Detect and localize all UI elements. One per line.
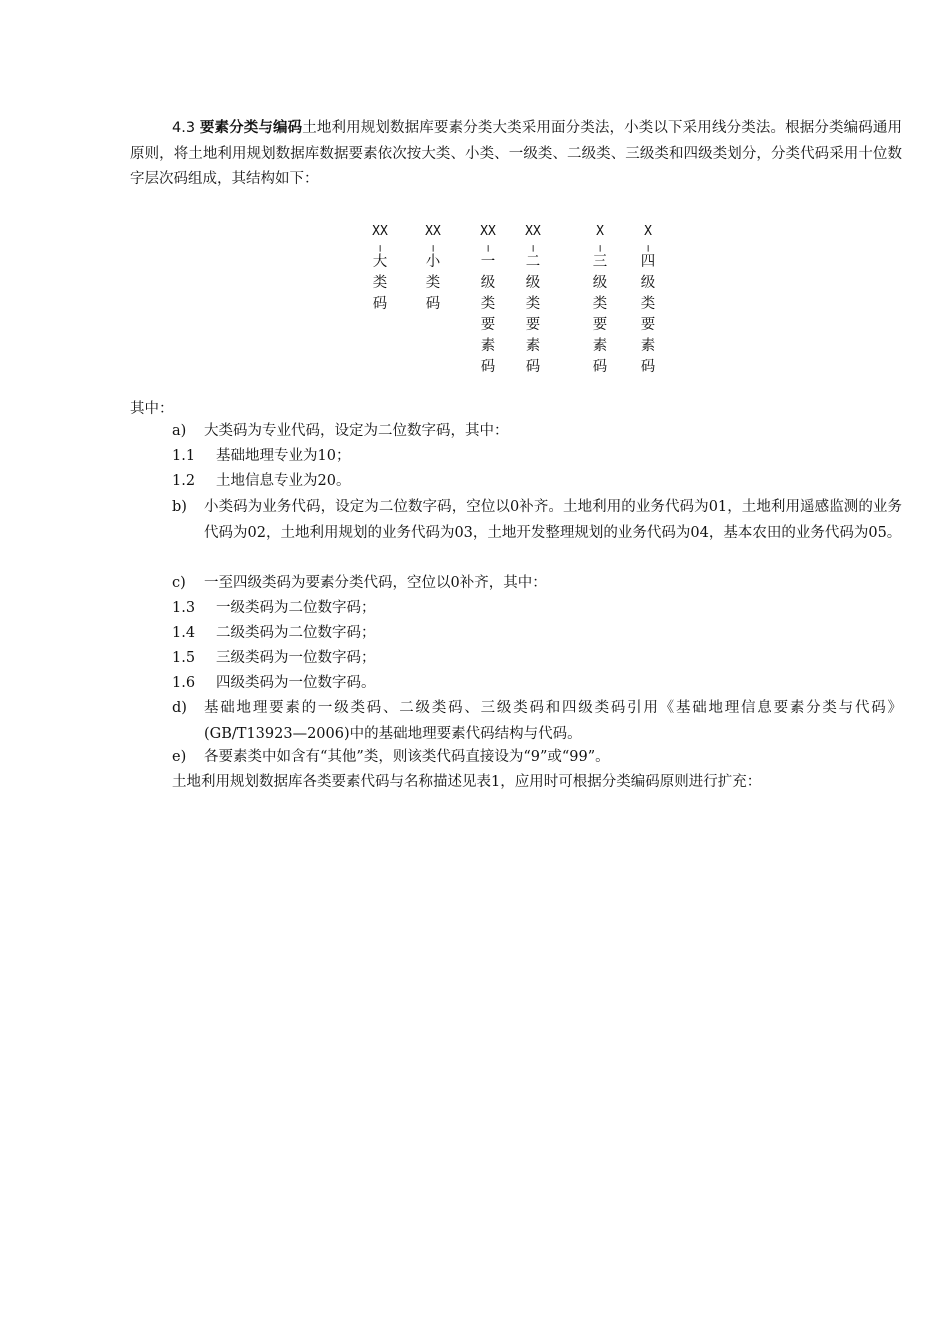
- list-marker: c): [172, 575, 186, 591]
- item-text: 土地信息专业为20。: [216, 473, 351, 489]
- diagram-column-major: [368, 224, 392, 315]
- diagram-label-char: 四: [640, 254, 656, 270]
- list-item-e: [172, 745, 902, 771]
- item-number: 1.1: [172, 448, 196, 464]
- diagram-connector: ╷: [644, 239, 652, 252]
- diagram-label-char: 类: [592, 296, 608, 312]
- diagram-label-char: 一: [480, 254, 496, 270]
- diagram-label-char: 类: [525, 296, 541, 312]
- numbered-item-1-2: [172, 469, 350, 495]
- diagram-column-level1: [476, 224, 500, 378]
- numbered-item-1-5: [172, 646, 376, 672]
- list-item-b: [172, 495, 902, 546]
- closing-paragraph: 土地利用规划数据库各类要素代码与名称描述见表1，应用时可根据分类编码原则进行扩充：: [172, 774, 762, 790]
- diagram-label-char: 码: [525, 359, 541, 375]
- section-number: 4.3: [172, 120, 196, 136]
- diagram-connector: ╷: [596, 239, 604, 252]
- diagram-code: XX: [425, 224, 441, 239]
- list-item-a: [172, 419, 902, 445]
- diagram-column-level4: [636, 224, 660, 378]
- item-number: 1.4: [172, 625, 196, 641]
- diagram-label-char: 级: [592, 275, 608, 291]
- diagram-label-char: 类: [640, 296, 656, 312]
- list-item-text: 小类码为业务代码，设定为二位数字码，空位以0补齐。土地利用的业务代码为01，土地利用遥感监测的业务代码为02，土地利用规划的业务代码为03，土地开发整理规划的业务代码为04，基本农田的业务代码为05。: [204, 499, 902, 541]
- diagram-label-char: 码: [425, 296, 441, 312]
- list-item-text: 一至四级类码为要素分类代码，空位以0补齐，其中：: [204, 575, 547, 591]
- code-structure-diagram: [0, 0, 950, 400]
- item-text: 一级类码为二位数字码；: [216, 600, 376, 616]
- diagram-label-char: 码: [592, 359, 608, 375]
- diagram-code: X: [596, 224, 604, 239]
- item-text: 基础地理专业为10；: [216, 448, 351, 464]
- diagram-label-char: 素: [592, 338, 608, 354]
- diagram-connector: ╷: [429, 239, 437, 252]
- diagram-label-char: 码: [480, 359, 496, 375]
- list-marker: d): [172, 700, 187, 716]
- item-number: 1.5: [172, 650, 196, 666]
- diagram-label-char: 二: [525, 254, 541, 270]
- diagram-code: XX: [372, 224, 388, 239]
- diagram-label-char: 三: [592, 254, 608, 270]
- diagram-code: X: [644, 224, 652, 239]
- diagram-label-char: 要: [592, 317, 608, 333]
- diagram-label-char: 码: [372, 296, 388, 312]
- diagram-label-char: 级: [480, 275, 496, 291]
- list-item-text: 基础地理要素的一级类码、二级类码、三级类码和四级类码引用《基础地理信息要素分类与代码》(GB/T13923—2006)中的基础地理要素代码结构与代码。: [204, 700, 902, 742]
- list-item-c: [172, 571, 902, 597]
- diagram-label-char: 素: [640, 338, 656, 354]
- diagram-connector: ╷: [484, 239, 492, 252]
- section-title: 要素分类与编码: [199, 120, 303, 136]
- numbered-item-1-3: [172, 596, 376, 622]
- diagram-column-level3: [588, 224, 612, 378]
- diagram-connector: ╷: [529, 239, 537, 252]
- list-item-text: 各要素类中如含有“其他”类，则该类代码直接设为“9”或“99”。: [204, 749, 610, 765]
- section-body: 土地利用规划数据库要素分类大类采用面分类法，小类以下采用线分类法。根据分类编码通用原则，将土地利用规划数据库数据要素依次按大类、小类、一级类、二级类、三级类和四级类划分，分类代码采用十位数字层次码组成，其结构如下：: [130, 120, 903, 187]
- diagram-label-char: 大: [372, 254, 388, 270]
- diagram-label-char: 级: [525, 275, 541, 291]
- item-text: 三级类码为一位数字码；: [216, 650, 376, 666]
- diagram-label-char: 素: [480, 338, 496, 354]
- diagram-label-char: 类: [480, 296, 496, 312]
- item-text: 二级类码为二位数字码；: [216, 625, 376, 641]
- diagram-label-char: 要: [525, 317, 541, 333]
- item-number: 1.2: [172, 473, 196, 489]
- diagram-label-char: 级: [640, 275, 656, 291]
- item-number: 1.3: [172, 600, 196, 616]
- list-marker: e): [172, 749, 187, 765]
- list-item-text: 大类码为专业代码，设定为二位数字码，其中：: [204, 423, 509, 439]
- numbered-item-1-1: [172, 444, 350, 470]
- diagram-label-char: 要: [640, 317, 656, 333]
- diagram-label-char: 码: [640, 359, 656, 375]
- list-marker: b): [172, 499, 187, 515]
- diagram-column-minor: [421, 224, 445, 315]
- where-label: 其中：: [130, 401, 174, 417]
- diagram-label-char: 素: [525, 338, 541, 354]
- numbered-item-1-6: [172, 671, 376, 697]
- diagram-label-char: 小: [425, 254, 441, 270]
- diagram-label-char: 要: [480, 317, 496, 333]
- item-number: 1.6: [172, 675, 196, 691]
- item-text: 四级类码为一位数字码。: [216, 675, 376, 691]
- numbered-item-1-4: [172, 621, 376, 647]
- diagram-column-level2: [521, 224, 545, 378]
- diagram-code: XX: [525, 224, 541, 239]
- diagram-label-char: 类: [425, 275, 441, 291]
- list-item-d: [172, 696, 902, 747]
- diagram-connector: ╷: [376, 239, 384, 252]
- diagram-label-char: 类: [372, 275, 388, 291]
- list-marker: a): [172, 423, 187, 439]
- diagram-code: XX: [480, 224, 496, 239]
- section-paragraph: [130, 116, 902, 193]
